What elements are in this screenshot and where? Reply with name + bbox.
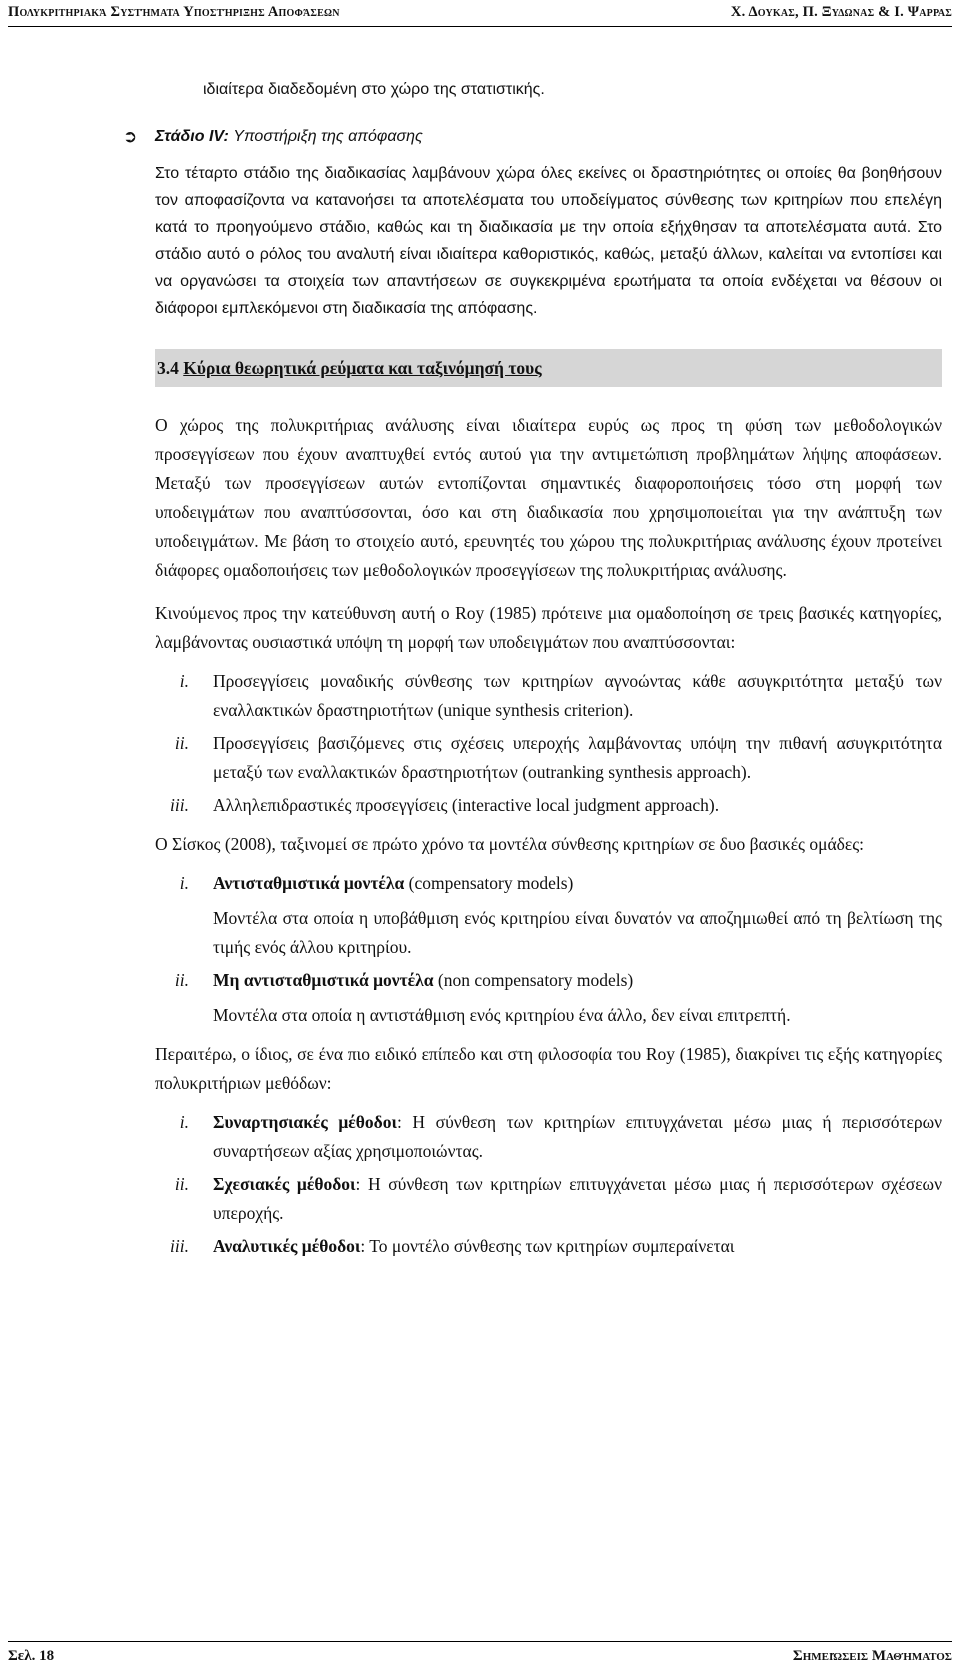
list-item <box>155 729 942 787</box>
list-item <box>155 1108 942 1166</box>
page-header <box>8 0 952 27</box>
list-number: i. <box>179 671 189 691</box>
list-description: Μοντέλα στα οποία η υποβάθμιση ενός κριτηρίου είναι δυνατόν να αποζημιωθεί από τη βελτίωση της τιμής ενός άλλου κριτηρίου. <box>213 908 942 957</box>
siskos-list <box>155 869 942 1030</box>
list-number: ii. <box>174 1174 189 1194</box>
list-term: Σχεσιακές μέθοδοι <box>213 1174 356 1194</box>
list-term: Αναλυτικές μέθοδοι <box>213 1236 361 1256</box>
continued-line: ιδιαίτερα διαδεδομένη στο χώρο της στατιστικής. <box>203 81 545 98</box>
list-text: (compensatory models) <box>404 873 574 893</box>
list-item <box>155 1170 942 1228</box>
page-footer <box>8 1641 952 1672</box>
list-text: (non compensatory models) <box>433 970 634 990</box>
methods-list <box>155 1108 942 1261</box>
list-text: : Το μοντέλο σύνθεσης των κριτηρίων συμπεραίνεται <box>360 1236 735 1256</box>
list-number: iii. <box>170 795 189 815</box>
list-term: Μη αντισταθμιστικά μοντέλα <box>213 970 434 990</box>
list-number: i. <box>179 1112 189 1132</box>
list-description: Μοντέλα στα οποία η αντιστάθμιση ενός κριτηρίου ένα άλλο, δεν είναι επιτρεπτή. <box>213 1005 791 1025</box>
section-number: 3.4 <box>157 358 179 378</box>
list-text: Αλληλεπιδραστικές προσεγγίσεις (interactive local judgment approach). <box>213 795 720 815</box>
list-item <box>155 966 942 1030</box>
paragraph-1: Ο χώρος της πολυκριτήριας ανάλυσης είναι ιδιαίτερα ευρύς ως προς τη φύση των μεθοδολογικών προσεγγίσεων που έχουν αναπτυχθεί εντός αυτού για την αντιμετώπιση προβλημάτων λήψης αποφάσεων. Μεταξύ των προσεγγίσεων αυτών εντοπίζονται σημαντικές διαφοροποιήσεις τόσο στη μορφή των υποδειγμάτων που αναπτύσσονται, όσο και στη διαδικασία που χρησιμοποιείται για την ανάπτυξη των υποδειγμάτων. Με βάση το στοιχείο αυτό, ερευνητές του χώρου της πολυκριτήριας ανάλυσης έχουν προτείνει διάφορες ομαδοποιήσεις των μεθοδολογικών προσεγγίσεων της πολυκριτήριας ανάλυσης. <box>155 415 942 580</box>
list-term: Συναρτησιακές μέθοδοι <box>213 1112 397 1132</box>
roy-list <box>155 667 942 820</box>
list-number: i. <box>179 873 189 893</box>
list-text: Προσεγγίσεις βασιζόμενες στις σχέσεις υπεροχής λαμβάνοντας υπόψη την πιθανή ασυγκριτότητα μεταξύ των εναλλακτικών δραστηριοτήτων (outranking synthesis approach). <box>213 733 942 782</box>
list-item <box>155 791 942 820</box>
section-title: Κύρια θεωρητικά ρεύματα και ταξινόμησή τους <box>183 358 542 378</box>
list-item <box>155 869 942 962</box>
arrow-icon: ➲ <box>123 127 138 146</box>
list-item <box>155 667 942 725</box>
stage-heading <box>123 123 942 150</box>
page-content <box>123 76 942 1271</box>
stage-paragraph: Στο τέταρτο στάδιο της διαδικασίας λαμβάνουν χώρα όλες εκείνες οι δραστηριότητες οι οποίες θα βοηθήσουν τον αποφασίζοντα να κατανοήσει τα αποτελέσματα του υποδείγματος σύνθεσης των κριτηρίων που επελέγη κατά το προηγούμενο στάδιο, καθώς και τη διαδικασία με την οποία εξήχθησαν τα αποτελέσματα αυτά. Στο στάδιο αυτό ο ρόλος του αναλυτή είναι ιδιαίτερα καθοριστικός, καθώς, μεταξύ άλλων, καλείται να εντοπίσει και να οργανώσει τα στοιχεία των απαντήσεων σε συγκεκριμένα ερωτήματα τα οποία ενδέχεται να θέσουν οι διάφοροι εμπλεκόμενοι στη διαδικασία της απόφασης. <box>155 165 942 317</box>
paragraph-3: Ο Σίσκος (2008), ταξινομεί σε πρώτο χρόνο τα μοντέλα σύνθεσης κριτηρίων σε δυο βασικές ομάδες: <box>155 834 865 854</box>
list-number: ii. <box>174 733 189 753</box>
paragraph-2: Κινούμενος προς την κατεύθυνση αυτή ο Roy (1985) πρότεινε μια ομαδοποίηση σε τρεις βασικές κατηγορίες, λαμβάνοντας ουσιαστικά υπόψη τη μορφή των υποδειγμάτων που αναπτύσσονται: <box>155 603 942 652</box>
list-number: ii. <box>174 970 189 990</box>
page-number: Σελ. 18 <box>8 1648 55 1664</box>
section-heading <box>155 349 942 387</box>
paragraph-4: Περαιτέρω, ο ίδιος, σε ένα πιο ειδικό επίπεδο και στη φιλοσοφία του Roy (1985), διακρίνει τις εξής κατηγορίες πολυκριτήριων μεθόδων: <box>155 1044 942 1093</box>
list-text: Προσεγγίσεις μοναδικής σύνθεσης των κριτηρίων αγνοώντας κάθε ασυγκριτότητα μεταξύ των εναλλακτικών δραστηριοτήτων (unique synthesis criterion). <box>213 671 942 720</box>
list-number: iii. <box>170 1236 189 1256</box>
list-term: Αντισταθμιστικά μοντέλα <box>213 873 405 893</box>
stage-label: Στάδιο IV: <box>155 128 229 145</box>
list-text: : Η σύνθεση των κριτηρίων επιτυγχάνεται μέσω μιας ή περισσότερων σχέσεων υπεροχής. <box>213 1174 942 1223</box>
header-authors: Χ. Δουκας, Π. Ξυδωνας & Ι. Ψαρρας <box>730 4 952 20</box>
footer-title: Σημειώσεις Μαθήματος <box>792 1648 952 1664</box>
header-title: Πολυκριτηριακά Συστήματα Υποστήριξης Αποφάσεων <box>8 4 340 20</box>
list-text: : Η σύνθεση των κριτηρίων επιτυγχάνεται μέσω μιας ή περισσότερων συναρτήσεων αξίας χρησιμοποιώντας. <box>213 1112 942 1161</box>
list-item <box>155 1232 942 1261</box>
stage-title: Υποστήριξη της απόφασης <box>233 128 423 145</box>
